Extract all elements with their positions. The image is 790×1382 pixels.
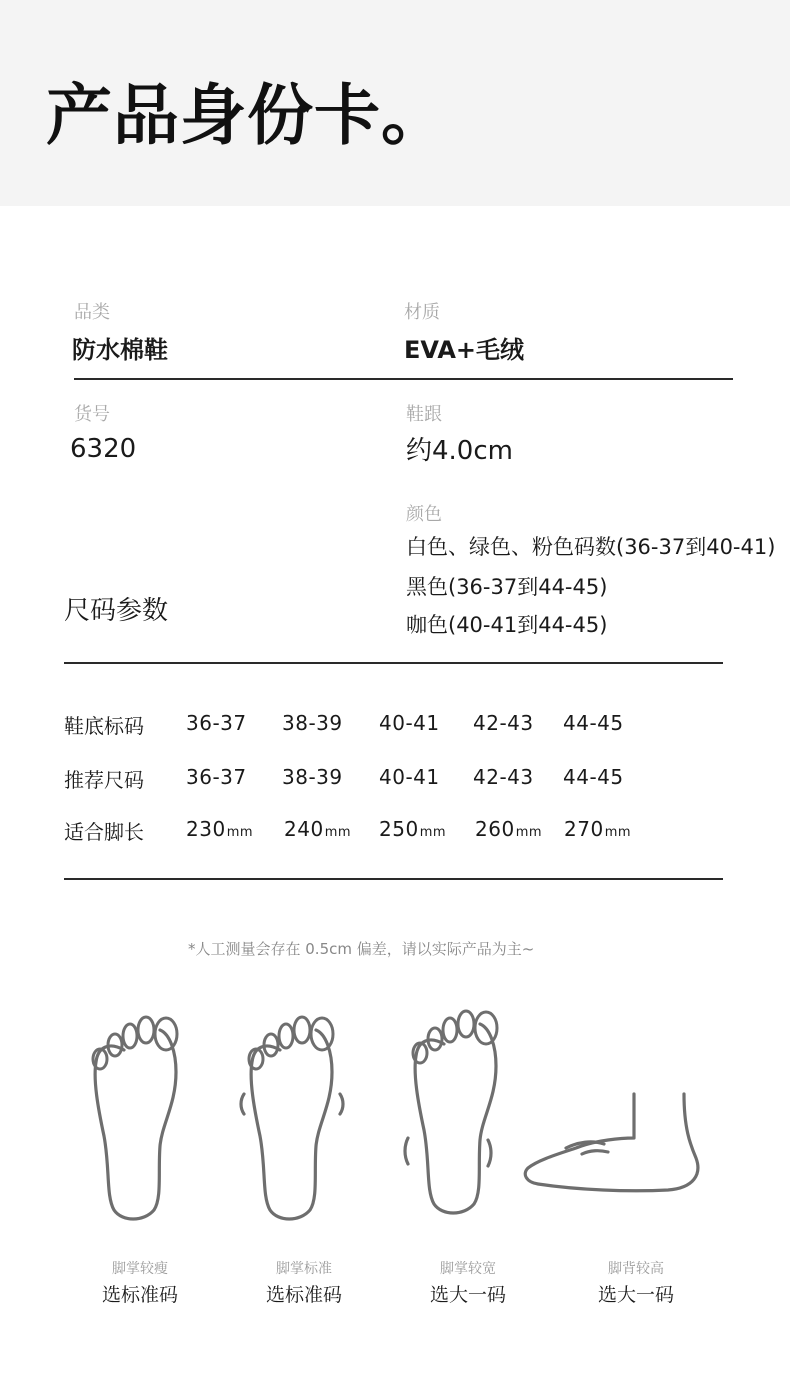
heel-value: 约4.0cm bbox=[406, 436, 513, 466]
table-cell: 36-37 bbox=[186, 711, 247, 735]
foot-length-value: 230 bbox=[186, 817, 226, 841]
foot-length-cell bbox=[284, 817, 351, 841]
table-cell: 42-43 bbox=[473, 765, 534, 789]
foot-guide-caption-top: 脚掌较瘦 bbox=[112, 1261, 168, 1277]
colors-label: 颜色 bbox=[406, 504, 442, 525]
foot-guide-caption-bottom: 选大一码 bbox=[429, 1284, 506, 1306]
foot-length-value: 240 bbox=[284, 817, 324, 841]
unit-label: mm bbox=[515, 825, 543, 840]
table-cell: 44-45 bbox=[563, 765, 624, 789]
row-label: 推荐尺码 bbox=[64, 768, 144, 792]
foot-guide-caption-top: 脚背较高 bbox=[608, 1261, 664, 1277]
unit-label: mm bbox=[324, 825, 352, 840]
foot-length-cell bbox=[475, 817, 542, 841]
size-section-title: 尺码参数 bbox=[64, 596, 169, 626]
foot-sole-standard-icon bbox=[236, 1012, 356, 1224]
foot-guide-caption-bottom: 选标准码 bbox=[265, 1284, 342, 1306]
colors-line-2: 黑色(36-37到44-45) bbox=[406, 575, 608, 599]
page-title: 产品身份卡。 bbox=[46, 77, 448, 154]
table-cell: 40-41 bbox=[379, 765, 440, 789]
unit-label: mm bbox=[604, 825, 632, 840]
foot-guide-caption-top: 脚掌较宽 bbox=[440, 1261, 496, 1277]
material-label: 材质 bbox=[404, 302, 440, 323]
spec-divider bbox=[74, 378, 733, 380]
foot-sole-wide-icon bbox=[400, 1006, 520, 1218]
table-cell: 42-43 bbox=[473, 711, 534, 735]
foot-length-value: 270 bbox=[564, 817, 604, 841]
table-cell: 44-45 bbox=[563, 711, 624, 735]
table-cell: 38-39 bbox=[282, 711, 343, 735]
foot-sole-slim-icon bbox=[80, 1012, 200, 1224]
table-cell: 38-39 bbox=[282, 765, 343, 789]
category-value: 防水棉鞋 bbox=[72, 336, 168, 364]
foot-length-cell bbox=[564, 817, 631, 841]
foot-length-cell bbox=[379, 817, 446, 841]
size-table-top-rule bbox=[64, 662, 723, 664]
foot-length-value: 260 bbox=[475, 817, 515, 841]
foot-side-high-instep-icon bbox=[518, 1088, 708, 1200]
table-cell: 36-37 bbox=[186, 765, 247, 789]
foot-guide-caption-bottom: 选标准码 bbox=[101, 1284, 178, 1306]
foot-guide-caption-top: 脚掌标准 bbox=[276, 1261, 332, 1277]
colors-line-3: 咖色(40-41到44-45) bbox=[406, 613, 608, 637]
unit-label: mm bbox=[226, 825, 254, 840]
item-no-value: 6320 bbox=[70, 434, 137, 464]
foot-guide-caption-bottom: 选大一码 bbox=[597, 1284, 674, 1306]
foot-length-cell bbox=[186, 817, 253, 841]
item-no-label: 货号 bbox=[74, 404, 110, 425]
measurement-note: *人工测量会存在 0.5cm 偏差，请以实际产品为主~ bbox=[188, 940, 535, 958]
material-value: EVA+毛绒 bbox=[404, 336, 525, 364]
colors-line-1: 白色、绿色、粉色码数(36-37到40-41) bbox=[406, 535, 776, 559]
unit-label: mm bbox=[419, 825, 447, 840]
row-label: 适合脚长 bbox=[64, 820, 144, 844]
foot-length-value: 250 bbox=[379, 817, 419, 841]
heel-label: 鞋跟 bbox=[406, 404, 442, 425]
table-cell: 40-41 bbox=[379, 711, 440, 735]
category-label: 品类 bbox=[74, 302, 110, 323]
row-label: 鞋底标码 bbox=[64, 714, 144, 738]
size-table-bottom-rule bbox=[64, 878, 723, 880]
